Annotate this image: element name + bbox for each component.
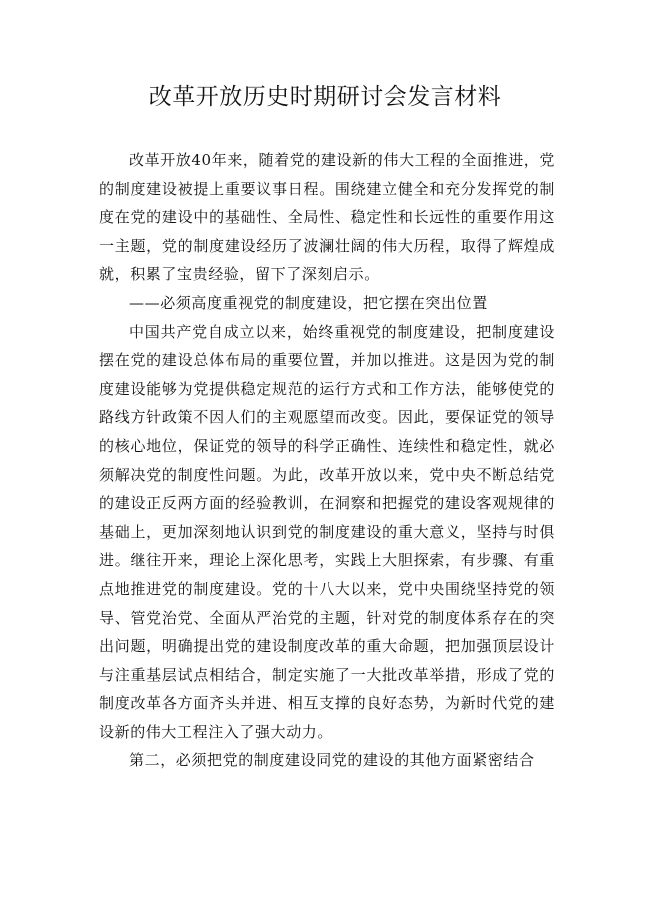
document-body — [99, 146, 555, 775]
section-heading-second: 第二，必须把党的制度建设同党的建设的其他方面紧密结合 — [129, 751, 535, 770]
section-heading-first: ——必须高度重视党的制度建设，把它摆在突出位置 — [129, 293, 488, 312]
paragraph-intro: 改革开放40年来，随着党的建设新的伟大工程的全面推进，党的制度建设被提上重要议事日程。围绕建立健全和充分发挥党的制度在党的建设中的基础性、全局性、稳定性和长远性的重要作用这一主题，党的制度建设经历了波澜壮阔的伟大历程，取得了辉煌成就，积累了宝贵经验，留下了深刻启示。 — [99, 151, 555, 284]
document-title: 改革开放历史时期研讨会发言材料 — [148, 84, 502, 110]
paragraph-main: 中国共产党自成立以来，始终重视党的制度建设，把制度建设摆在党的建设总体布局的重要位置，并加以推进。这是因为党的制度建设能够为党提供稳定规范的运行方式和工作方法，能够使党的路线方针政策不因人们的主观愿望而改变。因此，要保证党的领导的核心地位，保证党的领导的科学正确性、连续性和稳定性，就必须解决党的制度性问题。为此，改革开放以来，党中央不断总结党的建设正反两方面的经验教训，在洞察和把握党的建设客观规律的基础上，更加深刻地认识到党的制度建设的重大意义，坚持与时俱进。继往开来，理论上深化思考，实践上大胆探索，有步骤、有重点地推进党的制度建设。党的十八大以来，党中央围绕坚持党的领导、管党治党、全面从严治党的主题，针对党的制度体系存在的突出问题，明确提出党的建设制度改革的重大命题，把加强顶层设计与注重基层试点相结合，制定实施了一大批改革举措，形成了党的制度改革各方面齐头并进、相互支撑的良好态势，为新时代党的建设新的伟大工程注入了强大动力。 — [99, 322, 555, 741]
